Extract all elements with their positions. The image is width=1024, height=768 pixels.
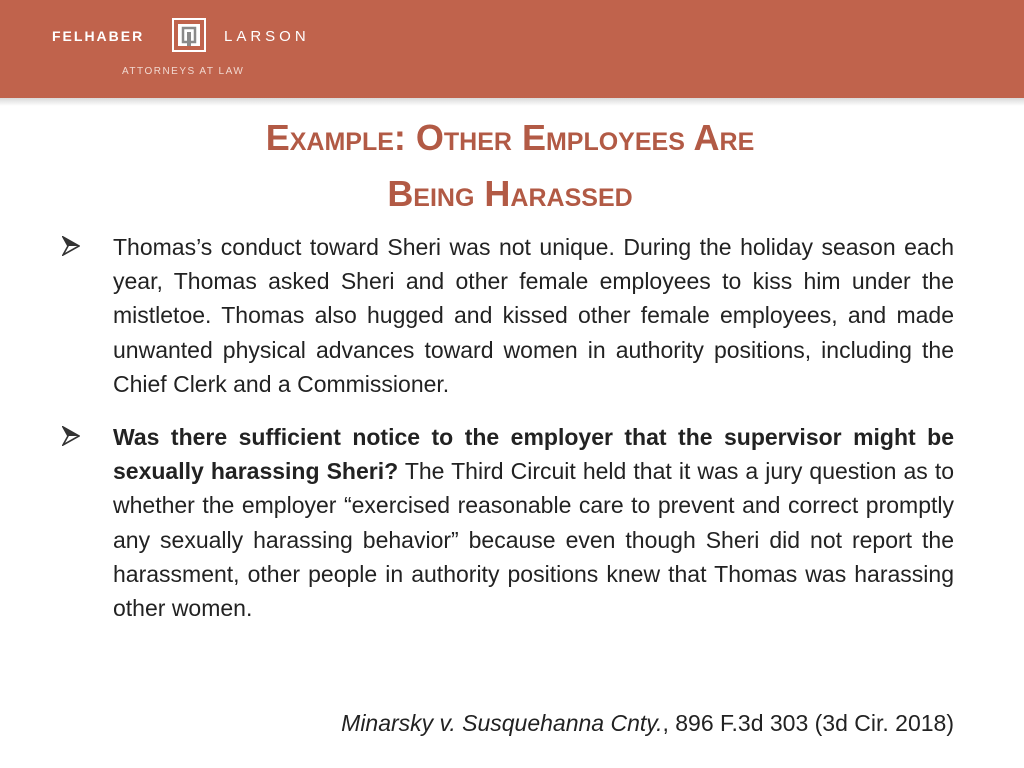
bullet-list [62, 230, 954, 644]
slide-title-line-1: Example: Other Employees Are [265, 117, 755, 158]
logo-tagline: ATTORNEYS AT LAW [122, 66, 245, 77]
arrow-bullet-icon [62, 420, 82, 454]
bullet-text: The Third Circuit held that it was a jury question as to whether the employer “exercised reasonable care to prevent and correct promptly any sexually harassing behavior” because even though Sheri did not report the harassment, other people in authority positions knew that Thomas was harassing other women. [113, 458, 954, 622]
header-band [0, 0, 1024, 98]
logo-text-felhaber: FELHABER [52, 28, 145, 44]
bullet-item-2 [62, 420, 954, 625]
header-shadow [0, 98, 1024, 106]
bullet-item-1 [62, 230, 954, 401]
case-citation [341, 706, 954, 740]
slide-title [60, 110, 960, 222]
case-name: Minarsky v. Susquehanna Cnty. [341, 710, 663, 736]
arrow-bullet-icon [62, 230, 82, 264]
firm-logo-icon [172, 18, 206, 52]
bullet-text: Thomas’s conduct toward Sheri was not unique. During the holiday season each year, Thomas asked Sheri and other female employees to kiss him under the mistletoe. Thomas also hugged and kissed other female employees, and made unwanted physical advances toward women in authority positions, including the Chief Clerk and a Commissioner. [113, 234, 954, 397]
logo-text-larson: LARSON [224, 28, 310, 45]
slide-title-line-2: Being Harassed [387, 173, 633, 214]
case-reference: , 896 F.3d 303 (3d Cir. 2018) [662, 710, 954, 736]
bullet-question: Was there sufficient notice to the employer that the supervisor might be sexually harassing Sheri? [113, 424, 954, 485]
